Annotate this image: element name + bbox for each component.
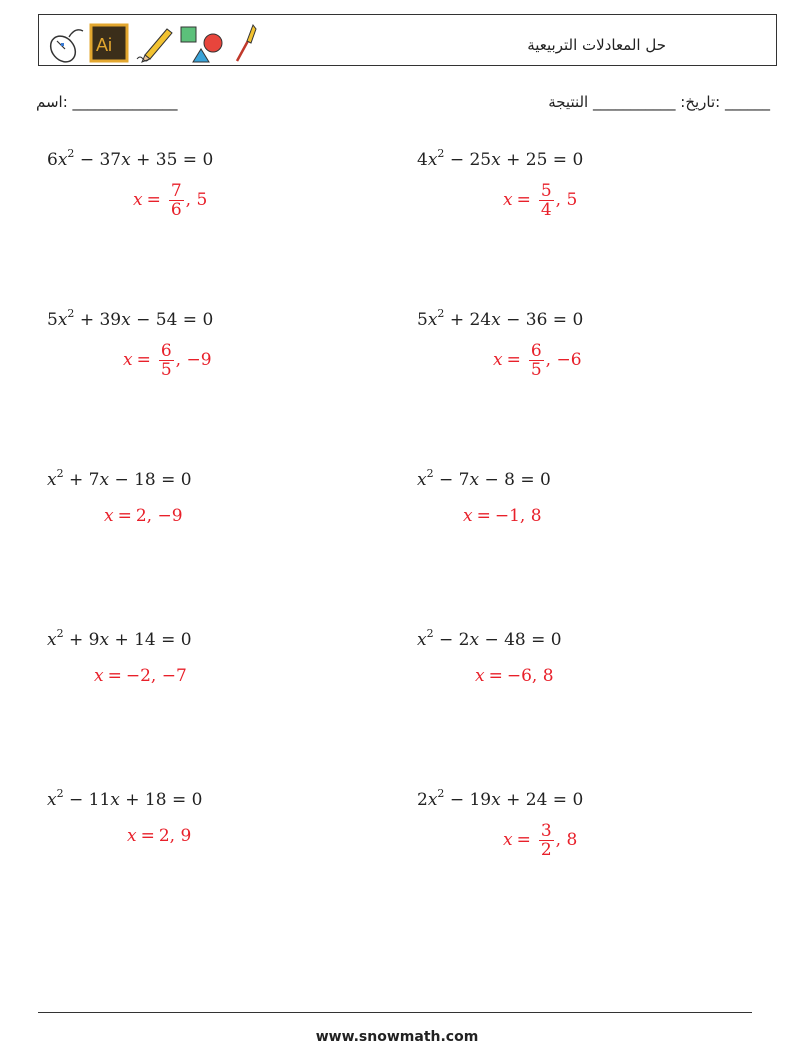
- name-field: ______________ :اسم: [36, 93, 178, 111]
- footer-site: www.snowmath.com: [315, 1029, 479, 1045]
- paintbrush-icon: [237, 25, 256, 61]
- shapes-icon: [181, 27, 222, 62]
- answer-values: 2, 9: [158, 826, 192, 846]
- answer: x = −1, 8: [463, 506, 542, 526]
- answer-values: −6, 8: [506, 666, 554, 686]
- svg-text:Ai: Ai: [96, 35, 113, 55]
- equation: $2x^2 - 19x + 24 = 0$: [417, 787, 584, 810]
- date-score-field: ______ :تاريخ: ___________ النتيجة: [548, 93, 770, 111]
- answer-fraction: $\frac{6}{5}$: [160, 340, 172, 380]
- equation: $x^2 - 11x + 18 = 0$: [47, 787, 203, 810]
- answer-variable: x: [493, 350, 503, 370]
- answer: x = $\frac{7}{6}$ , 5: [133, 180, 208, 220]
- answer: x = $\frac{3}{2}$ , 8: [503, 820, 578, 860]
- answer-fraction: $\frac{7}{6}$: [170, 180, 182, 220]
- answer: x = $\frac{6}{5}$ , −6: [493, 340, 582, 380]
- answer: x = $\frac{5}{4}$ , 5: [503, 180, 578, 220]
- equation: $x^2 - 7x - 8 = 0$: [417, 467, 551, 490]
- answer-values: , 5: [185, 190, 208, 210]
- worksheet-header: [38, 14, 777, 66]
- answer-values: , −6: [545, 350, 582, 370]
- illustrator-icon: [91, 25, 127, 61]
- equation: $6x^2 - 37x + 35 = 0$: [47, 147, 214, 170]
- answer-variable: x: [133, 190, 143, 210]
- answer-values: 2, −9: [135, 506, 183, 526]
- pencil-icon: [137, 29, 172, 62]
- answer-variable: x: [503, 830, 513, 850]
- answer-values: , −9: [175, 350, 212, 370]
- footer-divider: [38, 1012, 752, 1013]
- answer-variable: x: [104, 506, 114, 526]
- equation: $x^2 - 2x - 48 = 0$: [417, 627, 562, 650]
- answer-values: −2, −7: [125, 666, 187, 686]
- answer-values: −1, 8: [494, 506, 542, 526]
- answer-variable: x: [123, 350, 133, 370]
- equation: $5x^2 + 39x - 54 = 0$: [47, 307, 214, 330]
- answer-fraction: $\frac{6}{5}$: [530, 340, 542, 380]
- equation: $4x^2 - 25x + 25 = 0$: [417, 147, 584, 170]
- equation: $x^2 + 7x - 18 = 0$: [47, 467, 192, 490]
- answer: x = 2, −9: [104, 506, 183, 526]
- page-title: حل المعادلات التربيعية: [527, 36, 666, 54]
- answer-values: , 5: [555, 190, 578, 210]
- answer: x = 2, 9: [127, 826, 192, 846]
- answer-values: , 8: [555, 830, 578, 850]
- answer: x = −2, −7: [94, 666, 187, 686]
- answer-variable: x: [463, 506, 473, 526]
- mouse-icon: [46, 30, 83, 63]
- answer-variable: x: [475, 666, 485, 686]
- answer-variable: x: [127, 826, 137, 846]
- answer: x = −6, 8: [475, 666, 554, 686]
- equation: $5x^2 + 24x - 36 = 0$: [417, 307, 584, 330]
- answer-variable: x: [503, 190, 513, 210]
- header-icons: [43, 19, 263, 63]
- equation: $x^2 + 9x + 14 = 0$: [47, 627, 192, 650]
- answer-fraction: $\frac{3}{2}$: [540, 820, 552, 860]
- answer: x = $\frac{6}{5}$ , −9: [123, 340, 212, 380]
- answer-variable: x: [94, 666, 104, 686]
- answer-fraction: $\frac{5}{4}$: [540, 180, 552, 220]
